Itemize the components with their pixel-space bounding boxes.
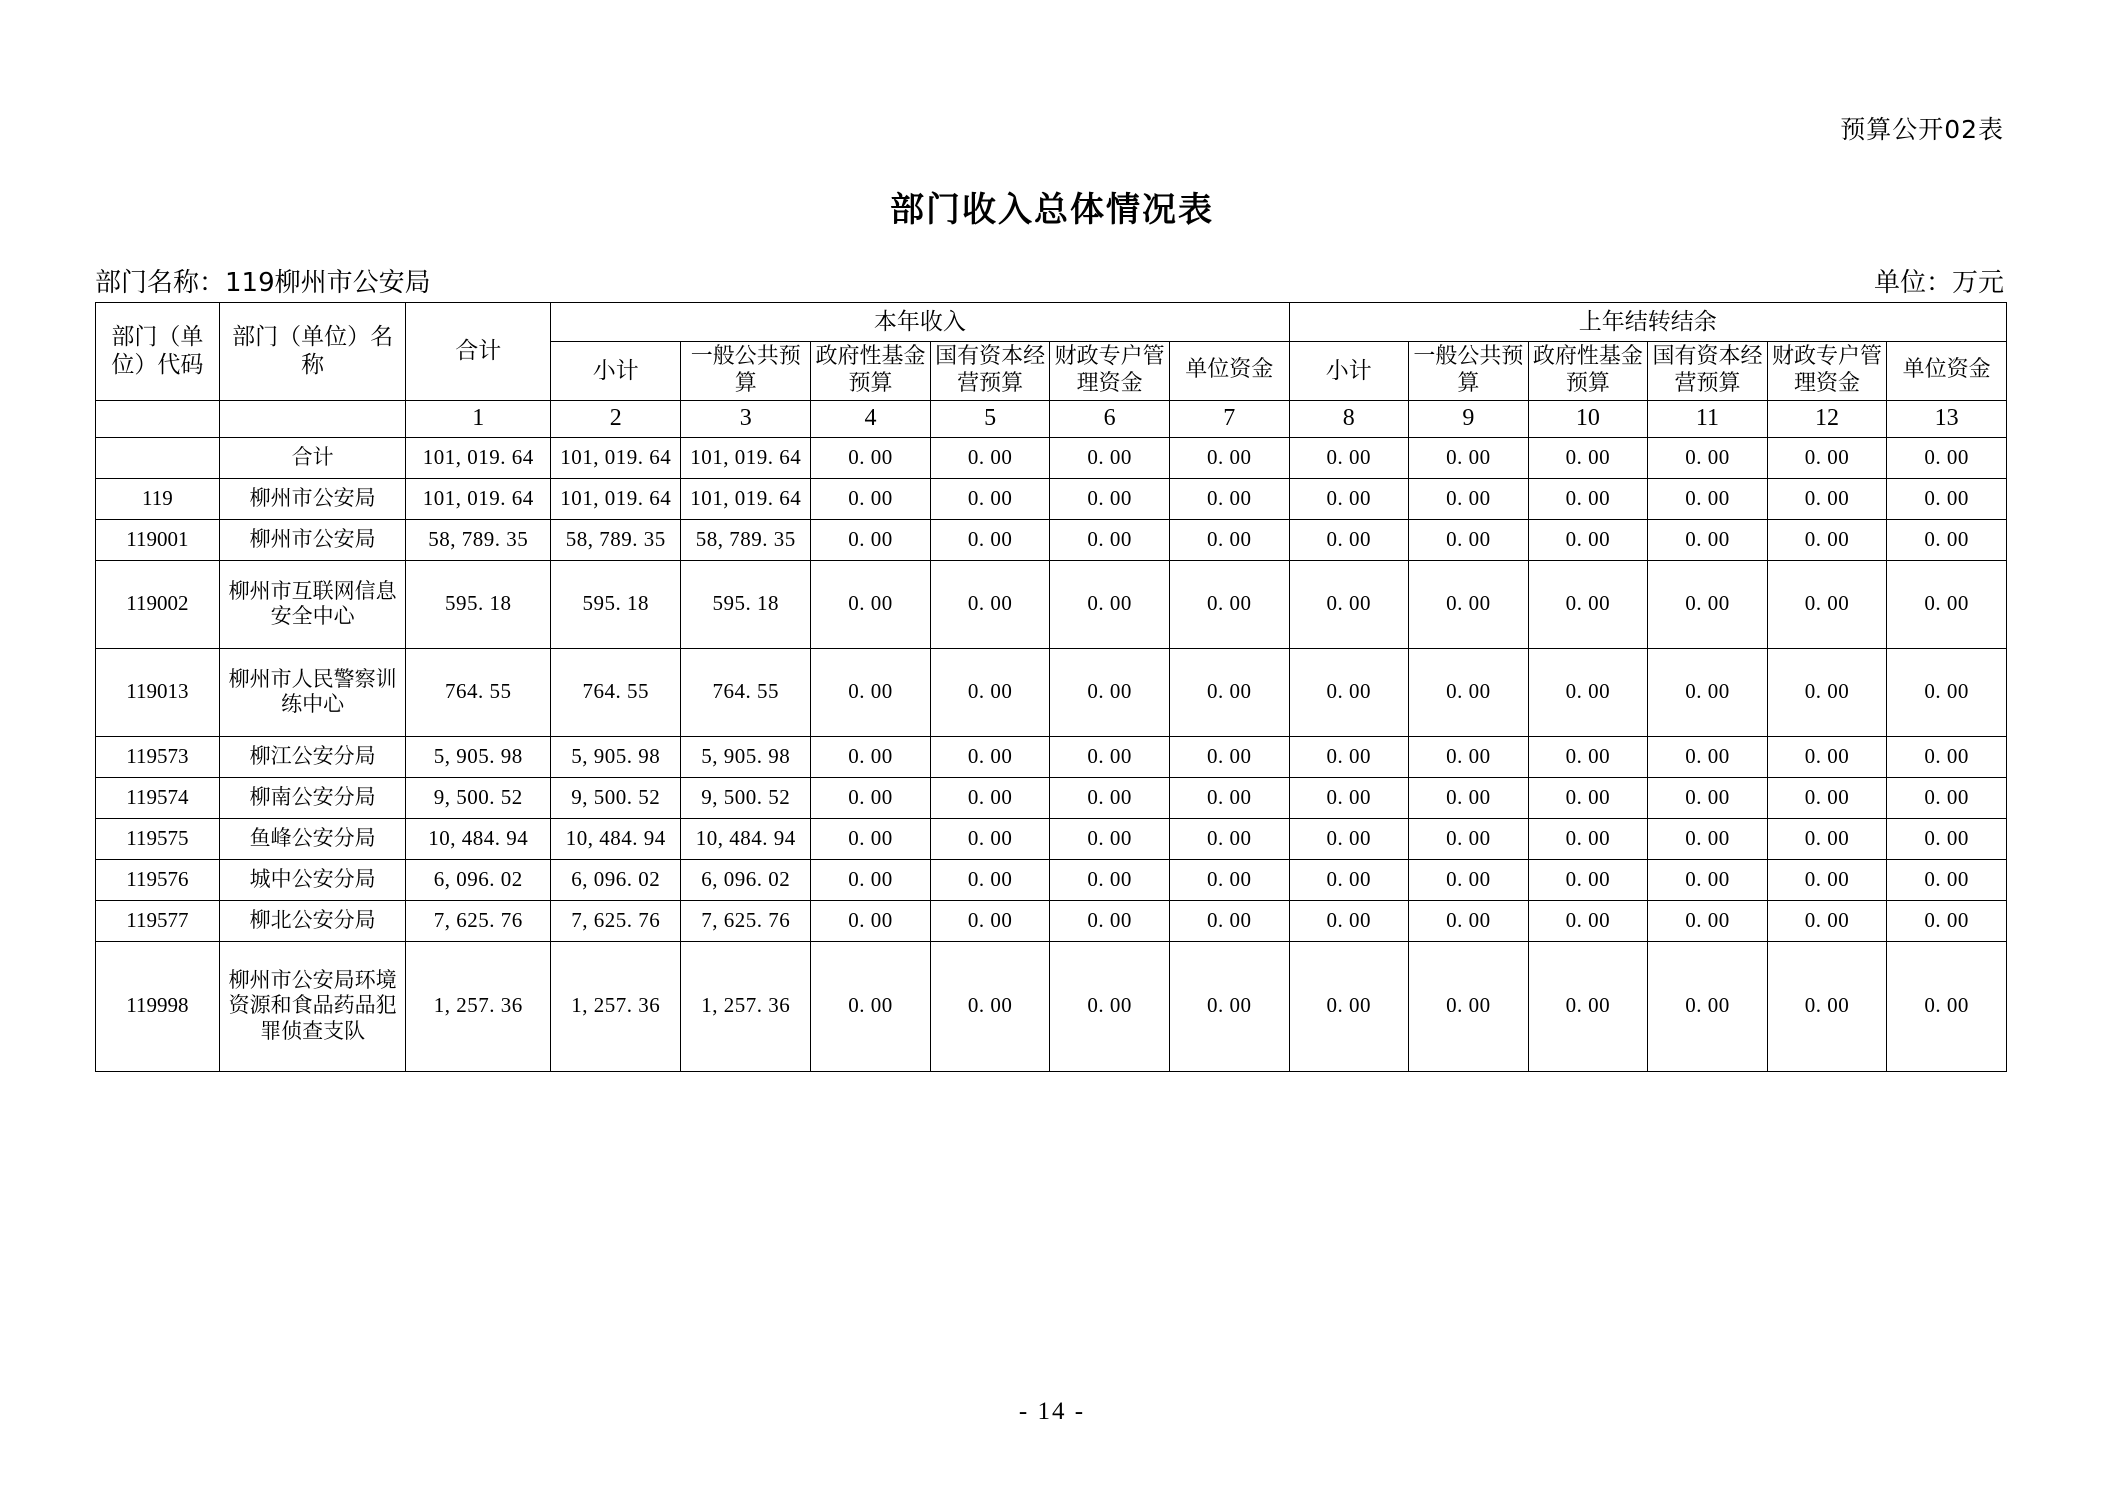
cell-code: 119576 [96,859,220,900]
cell-cy-govfund: 0. 00 [811,941,931,1071]
cell-cy-statecap: 0. 00 [930,859,1050,900]
cell-cy-statecap: 0. 00 [930,941,1050,1071]
cell-co-fiscal: 0. 00 [1767,859,1887,900]
cell-cy-govfund: 0. 00 [811,859,931,900]
cell-co-subtotal: 0. 00 [1289,818,1409,859]
cell-co-subtotal: 0. 00 [1289,560,1409,648]
cell-co-subtotal: 0. 00 [1289,777,1409,818]
seq-7: 7 [1169,400,1289,437]
cell-co-general: 0. 00 [1409,859,1529,900]
cell-cy-general: 7, 625. 76 [681,900,811,941]
cell-cy-subtotal: 9, 500. 52 [551,777,681,818]
cell-total: 764. 55 [406,648,551,736]
seq-1: 1 [406,400,551,437]
col-current-state-capital: 国有资本经营预算 [930,342,1050,401]
cell-co-fiscal: 0. 00 [1767,900,1887,941]
col-current-fiscal-account: 财政专户管理资金 [1050,342,1170,401]
cell-co-general: 0. 00 [1409,560,1529,648]
cell-co-fiscal: 0. 00 [1767,941,1887,1071]
cell-cy-govfund: 0. 00 [811,736,931,777]
cell-cy-unitfunds: 0. 00 [1169,478,1289,519]
cell-co-general: 0. 00 [1409,736,1529,777]
cell-cy-fiscal: 0. 00 [1050,900,1170,941]
cell-code: 119013 [96,648,220,736]
cell-co-statecap: 0. 00 [1648,648,1768,736]
cell-co-fiscal: 0. 00 [1767,478,1887,519]
cell-total: 7, 625. 76 [406,900,551,941]
cell-name: 柳南公安分局 [219,777,406,818]
cell-co-statecap: 0. 00 [1648,437,1768,478]
cell-code: 119577 [96,900,220,941]
cell-co-govfund: 0. 00 [1528,900,1648,941]
cell-co-statecap: 0. 00 [1648,560,1768,648]
cell-co-govfund: 0. 00 [1528,736,1648,777]
table-row [96,736,2007,777]
col-current-general-public: 一般公共预算 [681,342,811,401]
cell-co-govfund: 0. 00 [1528,478,1648,519]
table-body [96,437,2007,1071]
cell-cy-govfund: 0. 00 [811,519,931,560]
cell-co-general: 0. 00 [1409,519,1529,560]
cell-co-unitfunds: 0. 00 [1887,736,2007,777]
cell-name: 鱼峰公安分局 [219,818,406,859]
cell-total: 5, 905. 98 [406,736,551,777]
table-row [96,941,2007,1071]
cell-cy-subtotal: 5, 905. 98 [551,736,681,777]
cell-cy-govfund: 0. 00 [811,900,931,941]
cell-co-govfund: 0. 00 [1528,777,1648,818]
cell-cy-statecap: 0. 00 [930,560,1050,648]
col-current-gov-fund: 政府性基金预算 [811,342,931,401]
cell-cy-govfund: 0. 00 [811,437,931,478]
col-current-unit-funds: 单位资金 [1169,342,1289,401]
group-current-year-income: 本年收入 [551,303,1289,342]
cell-co-general: 0. 00 [1409,818,1529,859]
seq-5: 5 [930,400,1050,437]
cell-co-govfund: 0. 00 [1528,437,1648,478]
table-row [96,859,2007,900]
cell-cy-unitfunds: 0. 00 [1169,437,1289,478]
cell-cy-govfund: 0. 00 [811,560,931,648]
cell-cy-fiscal: 0. 00 [1050,648,1170,736]
col-carryover-fiscal-account: 财政专户管理资金 [1767,342,1887,401]
cell-co-unitfunds: 0. 00 [1887,478,2007,519]
table-row [96,560,2007,648]
cell-cy-unitfunds: 0. 00 [1169,648,1289,736]
seq-6: 6 [1050,400,1170,437]
col-total: 合计 [406,303,551,401]
cell-cy-fiscal: 0. 00 [1050,478,1170,519]
cell-cy-general: 764. 55 [681,648,811,736]
cell-cy-subtotal: 6, 096. 02 [551,859,681,900]
cell-co-general: 0. 00 [1409,648,1529,736]
table-row [96,777,2007,818]
unit-label: 单位：万元 [1873,268,2004,298]
table-row [96,900,2007,941]
cell-co-general: 0. 00 [1409,437,1529,478]
seq-10: 10 [1528,400,1648,437]
cell-code: 119575 [96,818,220,859]
cell-cy-statecap: 0. 00 [930,818,1050,859]
cell-name: 柳北公安分局 [219,900,406,941]
cell-co-unitfunds: 0. 00 [1887,560,2007,648]
cell-co-govfund: 0. 00 [1528,519,1648,560]
cell-co-subtotal: 0. 00 [1289,941,1409,1071]
cell-cy-govfund: 0. 00 [811,777,931,818]
table-sequence-row [96,400,2007,437]
cell-co-fiscal: 0. 00 [1767,818,1887,859]
cell-co-fiscal: 0. 00 [1767,648,1887,736]
department-name: 119柳州市公安局 [225,268,431,298]
cell-cy-govfund: 0. 00 [811,818,931,859]
cell-co-unitfunds: 0. 00 [1887,859,2007,900]
cell-name: 合计 [219,437,406,478]
cell-name: 柳江公安分局 [219,736,406,777]
cell-cy-unitfunds: 0. 00 [1169,859,1289,900]
cell-total: 1, 257. 36 [406,941,551,1071]
table-row [96,437,2007,478]
cell-co-general: 0. 00 [1409,900,1529,941]
cell-co-unitfunds: 0. 00 [1887,519,2007,560]
cell-cy-statecap: 0. 00 [930,777,1050,818]
cell-cy-general: 9, 500. 52 [681,777,811,818]
cell-code [96,437,220,478]
seq-13: 13 [1887,400,2007,437]
cell-cy-fiscal: 0. 00 [1050,437,1170,478]
cell-cy-subtotal: 7, 625. 76 [551,900,681,941]
cell-total: 9, 500. 52 [406,777,551,818]
cell-co-fiscal: 0. 00 [1767,777,1887,818]
seq-3: 3 [681,400,811,437]
cell-code: 119574 [96,777,220,818]
cell-cy-fiscal: 0. 00 [1050,818,1170,859]
col-dept-code: 部门（单位）代码 [96,303,220,401]
seq-11: 11 [1648,400,1768,437]
table-row [96,648,2007,736]
seq-4: 4 [811,400,931,437]
cell-cy-subtotal: 1, 257. 36 [551,941,681,1071]
cell-co-statecap: 0. 00 [1648,900,1768,941]
cell-cy-fiscal: 0. 00 [1050,859,1170,900]
department-line [95,262,431,299]
cell-cy-fiscal: 0. 00 [1050,941,1170,1071]
cell-cy-general: 101, 019. 64 [681,478,811,519]
cell-co-unitfunds: 0. 00 [1887,818,2007,859]
cell-co-statecap: 0. 00 [1648,736,1768,777]
seq-12: 12 [1767,400,1887,437]
cell-cy-subtotal: 595. 18 [551,560,681,648]
seq-9: 9 [1409,400,1529,437]
seq-2: 2 [551,400,681,437]
cell-name: 柳州市公安局 [219,478,406,519]
col-carryover-subtotal: 小计 [1289,342,1409,401]
table-row [96,478,2007,519]
cell-name: 城中公安分局 [219,859,406,900]
cell-code: 119 [96,478,220,519]
cell-co-unitfunds: 0. 00 [1887,648,2007,736]
cell-cy-statecap: 0. 00 [930,478,1050,519]
cell-cy-subtotal: 58, 789. 35 [551,519,681,560]
col-carryover-gov-fund: 政府性基金预算 [1528,342,1648,401]
cell-cy-unitfunds: 0. 00 [1169,736,1289,777]
cell-co-subtotal: 0. 00 [1289,736,1409,777]
cell-cy-fiscal: 0. 00 [1050,736,1170,777]
cell-co-unitfunds: 0. 00 [1887,437,2007,478]
seq-blank-name [219,400,406,437]
page-number: - 14 - [1018,1398,1086,1425]
cell-cy-statecap: 0. 00 [930,519,1050,560]
cell-cy-subtotal: 101, 019. 64 [551,437,681,478]
col-carryover-general-public: 一般公共预算 [1409,342,1529,401]
cell-cy-unitfunds: 0. 00 [1169,941,1289,1071]
cell-co-unitfunds: 0. 00 [1887,941,2007,1071]
cell-name: 柳州市公安局 [219,519,406,560]
page-title: 部门收入总体情况表 [890,190,1214,230]
cell-cy-general: 10, 484. 94 [681,818,811,859]
cell-co-govfund: 0. 00 [1528,859,1648,900]
cell-code: 119002 [96,560,220,648]
cell-co-fiscal: 0. 00 [1767,519,1887,560]
cell-cy-general: 5, 905. 98 [681,736,811,777]
cell-co-subtotal: 0. 00 [1289,437,1409,478]
cell-total: 101, 019. 64 [406,437,551,478]
cell-co-govfund: 0. 00 [1528,560,1648,648]
cell-cy-subtotal: 101, 019. 64 [551,478,681,519]
cell-total: 595. 18 [406,560,551,648]
cell-cy-fiscal: 0. 00 [1050,777,1170,818]
group-prior-year-carryover: 上年结转结余 [1289,303,2006,342]
seq-blank-code [96,400,220,437]
cell-co-statecap: 0. 00 [1648,859,1768,900]
cell-cy-general: 58, 789. 35 [681,519,811,560]
cell-cy-unitfunds: 0. 00 [1169,777,1289,818]
cell-name: 柳州市公安局环境资源和食品药品犯罪侦查支队 [219,941,406,1071]
table-row [96,519,2007,560]
cell-name: 柳州市人民警察训练中心 [219,648,406,736]
cell-cy-unitfunds: 0. 00 [1169,519,1289,560]
cell-cy-statecap: 0. 00 [930,900,1050,941]
cell-co-govfund: 0. 00 [1528,941,1648,1071]
cell-cy-subtotal: 10, 484. 94 [551,818,681,859]
cell-co-govfund: 0. 00 [1528,818,1648,859]
cell-co-statecap: 0. 00 [1648,818,1768,859]
cell-co-statecap: 0. 00 [1648,519,1768,560]
cell-cy-statecap: 0. 00 [930,437,1050,478]
cell-cy-fiscal: 0. 00 [1050,560,1170,648]
department-label: 部门名称： [95,268,226,298]
cell-code: 119001 [96,519,220,560]
cell-cy-general: 1, 257. 36 [681,941,811,1071]
cell-cy-general: 595. 18 [681,560,811,648]
cell-cy-general: 6, 096. 02 [681,859,811,900]
col-carryover-unit-funds: 单位资金 [1887,342,2007,401]
cell-total: 10, 484. 94 [406,818,551,859]
cell-cy-unitfunds: 0. 00 [1169,818,1289,859]
table-row [96,818,2007,859]
cell-total: 101, 019. 64 [406,478,551,519]
cell-co-general: 0. 00 [1409,478,1529,519]
cell-co-govfund: 0. 00 [1528,648,1648,736]
cell-co-subtotal: 0. 00 [1289,648,1409,736]
cell-cy-subtotal: 764. 55 [551,648,681,736]
cell-co-fiscal: 0. 00 [1767,736,1887,777]
cell-code: 119573 [96,736,220,777]
col-dept-name: 部门（单位）名称 [219,303,406,401]
cell-co-fiscal: 0. 00 [1767,437,1887,478]
table-header-group-row [96,303,2007,342]
col-carryover-state-capital: 国有资本经营预算 [1648,342,1768,401]
cell-cy-govfund: 0. 00 [811,648,931,736]
cell-name: 柳州市互联网信息安全中心 [219,560,406,648]
cell-cy-unitfunds: 0. 00 [1169,560,1289,648]
cell-co-subtotal: 0. 00 [1289,519,1409,560]
cell-total: 6, 096. 02 [406,859,551,900]
cell-co-general: 0. 00 [1409,777,1529,818]
cell-cy-govfund: 0. 00 [811,478,931,519]
cell-co-subtotal: 0. 00 [1289,478,1409,519]
cell-cy-statecap: 0. 00 [930,736,1050,777]
cell-cy-general: 101, 019. 64 [681,437,811,478]
cell-code: 119998 [96,941,220,1071]
cell-co-subtotal: 0. 00 [1289,900,1409,941]
seq-8: 8 [1289,400,1409,437]
cell-cy-fiscal: 0. 00 [1050,519,1170,560]
cell-cy-unitfunds: 0. 00 [1169,900,1289,941]
cell-co-statecap: 0. 00 [1648,777,1768,818]
form-tag: 预算公开02表 [1840,115,2004,144]
cell-co-statecap: 0. 00 [1648,941,1768,1071]
cell-co-general: 0. 00 [1409,941,1529,1071]
col-current-subtotal: 小计 [551,342,681,401]
cell-co-subtotal: 0. 00 [1289,859,1409,900]
budget-income-table [95,302,2007,1072]
cell-co-unitfunds: 0. 00 [1887,777,2007,818]
cell-total: 58, 789. 35 [406,519,551,560]
cell-co-statecap: 0. 00 [1648,478,1768,519]
cell-co-unitfunds: 0. 00 [1887,900,2007,941]
cell-cy-statecap: 0. 00 [930,648,1050,736]
cell-co-fiscal: 0. 00 [1767,560,1887,648]
